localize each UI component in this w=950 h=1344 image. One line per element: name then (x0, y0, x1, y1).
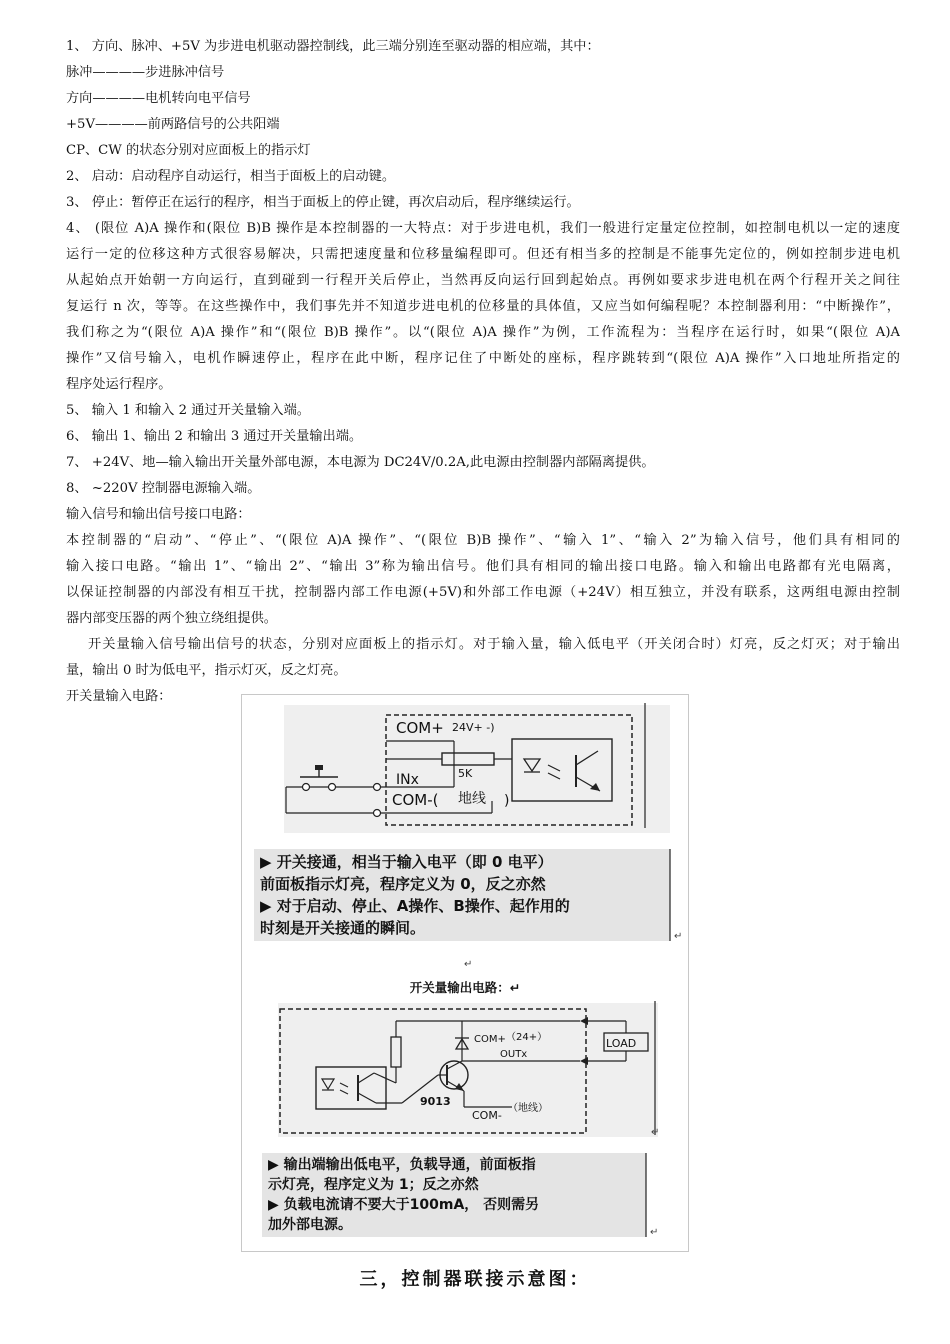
svg-text:↵: ↵ (651, 1127, 660, 1138)
input-close-paren: ) (504, 793, 510, 809)
text-line: 量，输出 0 时为低电平，指示灯灭，反之灯亮。 (66, 663, 347, 678)
output-note-line: ▶ 输出端输出低电平，负载导通，前面板指 (268, 1157, 536, 1173)
text-line: 从起始点开始朝一方向运行，直到碰到一行程开关后停止，当然再反向运行回到起始点。再例如要求步进电机在两个行程开关之间往 (66, 273, 900, 288)
section-heading: 三，控制器联接示意图： (359, 1269, 591, 1290)
output-com-plus-note: （24+） (506, 1032, 548, 1043)
text-line: 输入信号和输出信号接口电路： (66, 507, 251, 522)
text-line: CP、CW 的状态分别对应面板上的指示灯 (66, 143, 311, 158)
text-line: 操作”又信号输入，电机作瞬速停止，程序在此中断，程序记住了中断处的座标，程序跳转到“(限位 A)A 操作”入口地址所指定的 (66, 351, 900, 366)
input-note-line: 时刻是开关接通的瞬间。 (260, 919, 426, 937)
text-line: 复运行 n 次，等等。在这些操作中，我们事先并不知道步进电机的位移量的具体值，又应当如何编程呢？本控制器利用：“中断操作”， (66, 299, 900, 314)
output-note-line: ▶ 负载电流请不要大于100mA， 否则需另 (268, 1197, 540, 1213)
text-line: 运行一定的位移这种方式很容易解决，只需把速度量和位移量编程即可。但还有相当多的控制是不能事先定位的，例如控制步进电机 (66, 247, 900, 262)
input-com-plus-note: 24V+ -) (452, 721, 495, 734)
input-notes (260, 851, 570, 939)
text-line: 本控制器的“启动”、“停止”、“(限位 A)A 操作”、“(限位 B)B 操作”、“输入 1”、“输入 2”为输入信号，他们具有相同的 (66, 533, 900, 548)
output-circuit-caption: 开关量输出电路：↵ (409, 980, 521, 995)
output-note-line: 加外部电源。 (268, 1217, 352, 1233)
output-com-plus-label: COM+ (474, 1034, 506, 1045)
text-line: 我们称之为“(限位 A)A 操作”和“(限位 B)B 操作”。以“(限位 A)A 操作”为例，工作流程为：当程序在运行时，如果“(限位 A)A (66, 325, 900, 340)
output-load-label: LOAD (606, 1037, 637, 1050)
text-line: 程序处运行程序。 (66, 377, 172, 392)
svg-text:↵: ↵ (464, 959, 473, 970)
text-line: 方向————电机转向电平信号 (66, 91, 251, 106)
input-com-minus-label: COM-( (392, 791, 439, 809)
inx-terminal-icon (374, 784, 381, 791)
text-line: 开关量输入电路： (66, 689, 172, 704)
text-line: 开关量输入信号输出信号的状态，分别对应面板上的指示灯。对于输入量，输入低电平（开关闭合时）灯亮，反之灯灭；对于输出 (88, 637, 900, 652)
input-com-minus-note: 地线 (458, 791, 486, 807)
text-line: 4、 (限位 A)A 操作和(限位 B)B 操作是本控制器的一大特点：对于步进电机，我们一般进行定量定位控制，如控制电机以一定的速度 (66, 221, 900, 236)
input-inx-label: INx (396, 772, 419, 788)
interface-circuit-figure (241, 694, 689, 1252)
text-line: 8、 ~220V 控制器电源输入端。 (66, 481, 261, 496)
text-line: +5V————前两路信号的公共阳端 (66, 117, 280, 132)
output-notes (268, 1155, 539, 1235)
text-line: 5、 输入 1 和输入 2 通过开关量输入端。 (66, 403, 310, 418)
document-body (66, 34, 900, 710)
text-line: 输入接口电路。“输出 1”、“输出 2”、“输出 3”称为输出信号。他们具有相同的输出接口电路。输入和输出电路都有光电隔离， (66, 559, 900, 574)
text-line: 7、 +24V、地—输入输出开关量外部电源，本电源为 DC24V/0.2A,此电源由控制器内部隔离提供。 (66, 455, 655, 470)
svg-text:↵: ↵ (674, 931, 683, 942)
output-com-minus-label: COM- (472, 1109, 502, 1122)
output-outx-label: OUTx (500, 1049, 528, 1060)
input-note-line: 前面板指示灯亮，程序定义为 0，反之亦然 (260, 875, 546, 893)
switch-contact-icon (303, 784, 310, 791)
com-minus-terminal-icon (374, 810, 381, 817)
text-line: 2、 启动：启动程序自动运行，相当于面板上的启动键。 (66, 169, 396, 184)
text-line: 器内部变压器的两个独立绕组提供。 (66, 611, 277, 626)
input-note-line: ▶ 对于启动、停止、A操作、B操作、起作用的 (260, 897, 570, 915)
text-line: 1、 方向、脉冲、+5V 为步进电机驱动器控制线，此三端分别连至驱动器的相应端，其中： (66, 39, 600, 54)
text-line: 6、 输出 1、输出 2 和输出 3 通过开关量输出端。 (66, 429, 363, 444)
text-line: 3、 停止：暂停正在运行的程序，相当于面板上的停止键，再次启动后，程序继续运行。 (66, 195, 580, 210)
resistor-label: 5K (458, 767, 473, 780)
input-com-plus-label: COM+ (396, 719, 444, 737)
text-line: 脉冲————步进脉冲信号 (66, 65, 225, 80)
output-note-line: 示灯亮，程序定义为 1；反之亦然 (268, 1177, 479, 1193)
output-circuit-panel (278, 1003, 658, 1137)
output-com-minus-note: （地线） (508, 1103, 548, 1114)
text-line: 以保证控制器的内部没有相互干扰，控制器内部工作电源(+5V)和外部工作电源（+24V）相互独立，并没有联系，这两组电源由控制 (66, 585, 900, 600)
transistor-label: 9013 (420, 1095, 451, 1108)
input-note-line: ▶ 开关接通，相当于输入电平（即 0 电平） (260, 853, 553, 871)
svg-text:↵: ↵ (650, 1227, 659, 1238)
